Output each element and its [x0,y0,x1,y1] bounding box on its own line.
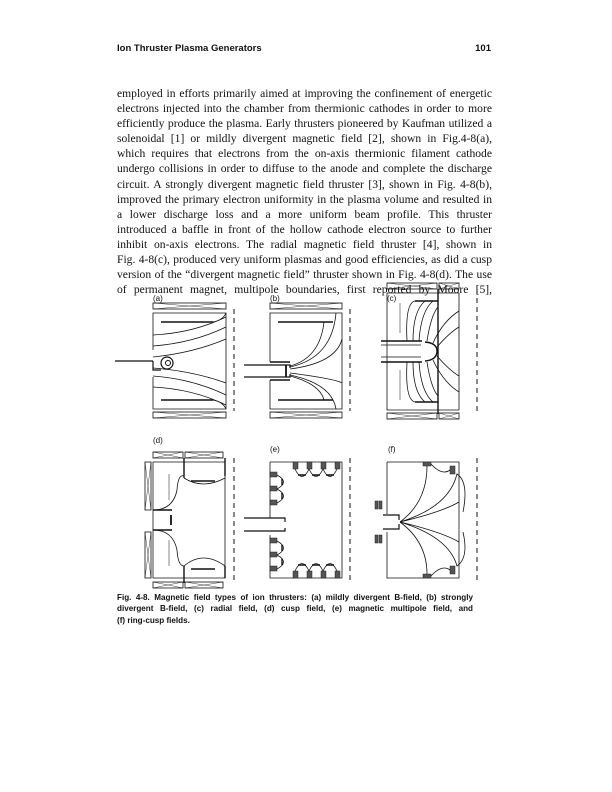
panel-label-a: (a) [153,294,163,303]
diagram-f-ring-cusp-field [375,458,477,580]
diagram-a-mildly-divergent [115,303,234,418]
text-line: a lower discharge loss and a more uniform beam profile. This thruster [117,207,492,221]
text-line: which requires that electrons from the on-axis thermionic filament cathode [117,147,492,161]
hollow-cathode [244,365,290,377]
text-line: of permanent magnet, multipole boundaries, first reported by Moore [5], [117,283,492,297]
running-header-title: Ion Thruster Plasma Generators [117,43,262,54]
diagram-e-multipole-field [244,458,350,580]
diagram-b-strongly-divergent [244,303,350,418]
text-line: inhibit on-axis electrons. The radial magnetic field thruster [4], shown in [117,237,492,251]
filament-cathode [115,361,161,370]
panel-label-c: (c) [387,294,397,303]
panel-label-f: (f) [388,445,396,454]
panel-label-b: (b) [270,294,280,303]
text-line: efficiently produce the plasma. Early thrusters pioneered by Kaufman utilized a [117,117,492,131]
text-line: electrons injected into the chamber from thermionic cathodes in order to more [117,102,492,116]
caption-line: Fig. 4-8. Magnetic field types of ion thrusters: (a) mildly divergent B-field, (b) strongly [117,593,473,602]
caption-line: divergent B-field, (c) radial field, (d) cusp field, (e) magnetic multipole field, and [117,604,473,614]
text-line: employed in efforts primarily aimed at improving the confinement of energetic [117,87,492,100]
text-line: undergo collisions in order to diffuse to the anode and complete the discharge [117,162,492,176]
figure-caption [117,592,473,626]
caption-line: (f) ring-cusp fields. [117,615,190,625]
text-line: solenoidal [1] or mildly divergent magnetic field [2], shown in Fig.4-8(a), [117,132,492,146]
text-line: circuit. A strongly divergent magnetic field thruster [3], shown in Fig. 4-8(b), [117,177,492,191]
permanent-magnets [270,462,340,578]
panel-label-d: (d) [153,436,163,445]
panel-label-e: (e) [270,445,280,454]
text-line: version of the “divergent magnetic field” thruster shown in Fig. 4-8(d). The use [117,268,492,282]
text-line: Fig. 4-8(c), produced very uniform plasmas and good efficiencies, as did a cusp [117,253,492,267]
diagram-d-cusp-field [145,452,234,588]
page-number: 101 [475,43,491,54]
text-line: introduced a baffle in front of the hollow cathode electron source to further [117,222,492,236]
diagram-c-radial-field [381,283,477,419]
text-line: improved the primary electron uniformity in the plasma volume and resulted in [117,192,492,206]
